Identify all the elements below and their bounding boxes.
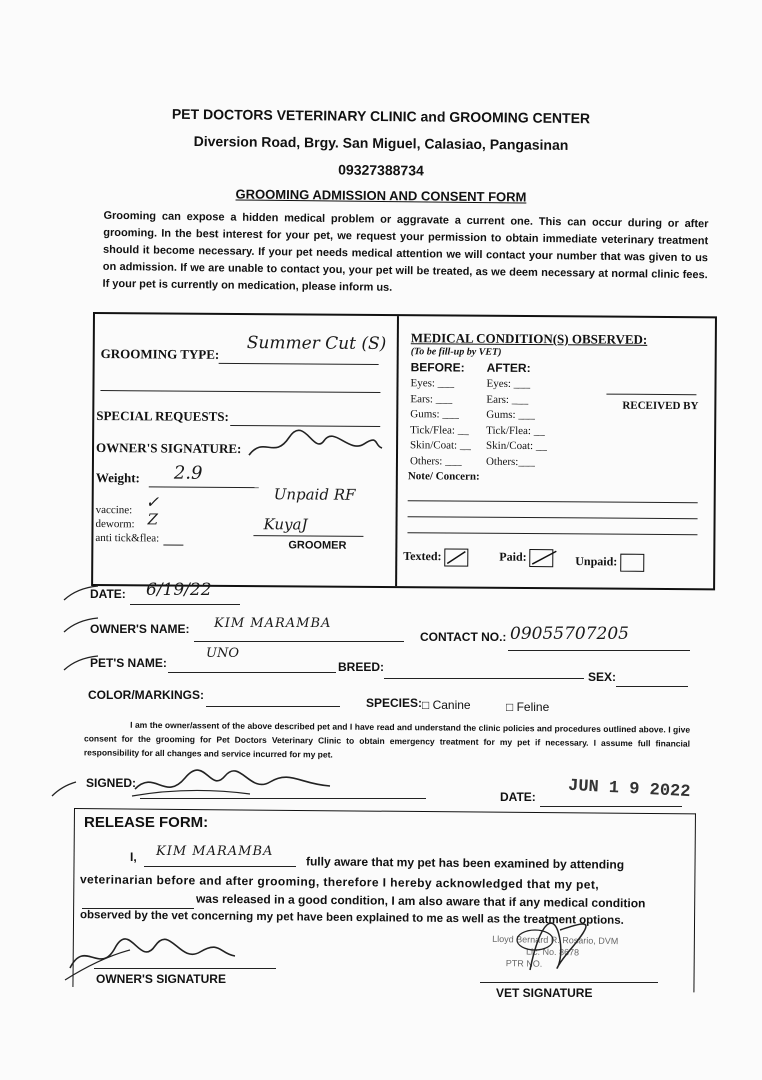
deworm-label: deworm: (95, 518, 135, 531)
vet-stamp-ptr: PTR NO. (505, 958, 543, 969)
weight-label: Weight: (95, 470, 140, 486)
release-text-1: fully aware that my pet has been examined by attending (305, 854, 625, 872)
unpaid-checkbox[interactable] (620, 554, 644, 572)
species-canine[interactable]: □ Canine (422, 698, 471, 712)
note-line-1[interactable] (408, 500, 698, 503)
before-item[interactable]: Ears: ___ (410, 392, 453, 406)
groomer-label: GROOMER (288, 539, 347, 552)
release-i-label: I, (130, 850, 137, 864)
pet-name-value[interactable]: UNO (206, 646, 239, 661)
texted-label (403, 548, 468, 566)
intro-paragraph: Grooming can expose a hidden medical problem or aggravate a current one. This can occur during or after grooming. In the best interest for your pet, we request your permission to obtain immediate veterinary treatment should it become necessary. If your pet needs medical attention we will contact your number that was given to us on admission. If we are unable to contact you, your pet will be treated, as we deem necessary at normal clinic fees. If your pet is currently on medication, please inform us. (102, 209, 709, 294)
before-item[interactable]: Gums: ___ (410, 408, 459, 421)
contact-value[interactable]: 09055707205 (510, 624, 629, 644)
note-line-2[interactable] (408, 516, 698, 519)
clinic-phone: 09327388734 (338, 161, 424, 179)
weight-line (149, 486, 259, 488)
received-by-line[interactable] (606, 394, 696, 396)
pet-name-line (168, 672, 336, 673)
signed-signature-scribble (130, 764, 340, 804)
release-text-3: was released in a good condition, I am also aware that if any medical condition (195, 891, 646, 911)
after-list (486, 377, 547, 470)
unpaid-text: Unpaid: (575, 554, 618, 569)
paid-checkbox[interactable] (530, 549, 554, 567)
medical-title: MEDICAL CONDITION(S) OBSERVED: (410, 330, 648, 347)
date-line (130, 604, 240, 605)
antitick-label: anti tick&flea: (95, 532, 160, 545)
sex-label: SEX: (588, 670, 617, 684)
after-item[interactable]: Eyes: ___ (486, 377, 531, 391)
paid-text: Paid: (499, 549, 527, 564)
received-by-label: RECEIVED BY (622, 399, 699, 413)
release-text-2: veterinarian before and after grooming, therefore I hereby acknowledged that my pet, (79, 872, 600, 892)
vaccine-label: vaccine: (95, 504, 133, 517)
antitick-line (163, 544, 183, 545)
consent-date-line (540, 806, 682, 807)
owner-signature-scribble (244, 425, 384, 466)
date-value[interactable]: 6/19/22 (146, 580, 212, 600)
paid-label (499, 549, 553, 567)
owner-name-line (194, 641, 404, 642)
before-list (410, 376, 471, 469)
form-title: GROOMING ADMISSION AND CONSENT FORM (235, 186, 527, 205)
note-label: Note/ Concern: (407, 470, 480, 483)
sex-line[interactable] (616, 686, 688, 687)
breed-label: BREED: (338, 660, 385, 674)
signed-label: SIGNED: (86, 776, 137, 790)
grooming-type-label: GROOMING TYPE: (100, 346, 220, 362)
texted-checkbox[interactable] (444, 548, 468, 566)
deworm-mark[interactable]: Z (147, 510, 159, 529)
unpaid-label (575, 553, 644, 571)
release-title: RELEASE FORM: (84, 814, 209, 831)
contact-line (508, 650, 690, 651)
consent-date-label: DATE: (500, 790, 536, 804)
grooming-type-value[interactable]: Summer Cut (S) (246, 333, 387, 355)
grooming-type-line (219, 363, 379, 365)
color-markings-line[interactable] (206, 706, 340, 707)
before-label: BEFORE: (410, 360, 465, 375)
note-line-3[interactable] (407, 532, 697, 535)
before-item[interactable]: Tick/Flea: __ (410, 423, 469, 437)
owner-name-label: OWNER'S NAME: (90, 622, 190, 636)
release-owner-sig-label: OWNER'S SIGNATURE (96, 972, 226, 986)
owner-name-value[interactable]: KIM MARAMBA (214, 616, 332, 631)
after-item[interactable]: Gums: ___ (486, 408, 535, 422)
vet-stamp-name: Lloyd Bernard R. Rosario, DVM (492, 933, 619, 947)
species-feline[interactable]: □ Feline (506, 700, 550, 714)
color-markings-label: COLOR/MARKINGS: (88, 688, 204, 702)
signed-check-mark (50, 778, 80, 798)
release-owner-line (94, 968, 276, 969)
vaccine-mark[interactable]: ✓ (145, 492, 160, 512)
vet-stamp-license: Lic. No. 8678 (525, 946, 580, 958)
pet-name-label: PET'S NAME: (90, 656, 167, 670)
consent-paragraph: I am the owner/assent of the above described pet and I have read and understand the clinic policies and procedures outlined above. I give consent for the grooming for Pet Doctors Veterinary Clinic to obtain emergency treatment for my pet if necessary. I assume full financial responsibility for all changes and service incurred for my pet. (83, 719, 691, 760)
before-item[interactable]: Eyes: ___ (410, 377, 455, 390)
weight-value[interactable]: 2.9 (173, 462, 203, 484)
special-requests-label: SPECIAL REQUESTS: (96, 408, 229, 424)
contact-label: CONTACT NO.: (420, 630, 507, 644)
release-name-value[interactable]: KIM MARAMBA (156, 844, 274, 859)
clinic-name: PET DOCTORS VETERINARY CLINIC and GROOMING CENTER (171, 105, 591, 127)
after-item[interactable]: Tick/Flea: __ (486, 424, 545, 437)
consent-date-stamp: JUN 1 9 2022 (567, 776, 691, 803)
before-item[interactable]: Others: ___ (409, 454, 462, 468)
groomer-line (253, 535, 363, 537)
breed-line[interactable] (384, 678, 584, 679)
unpaid-note: Unpaid RF (273, 485, 356, 504)
after-item[interactable]: Ears: ___ (486, 393, 529, 406)
grooming-box (91, 312, 717, 590)
clinic-address: Diversion Road, Brgy. San Miguel, Calasiao, Pangasinan (193, 133, 569, 153)
species-label: SPECIES: (366, 696, 423, 710)
after-item[interactable]: Skin/Coat: __ (486, 439, 547, 453)
date-label: DATE: (90, 587, 126, 601)
after-item[interactable]: Others:___ (485, 455, 535, 468)
vet-signature-line (480, 982, 658, 983)
release-name-line (144, 866, 296, 867)
release-text-4: observed by the vet concerning my pet have been explained to me as well as the treatment options. (79, 909, 624, 927)
box-divider (395, 316, 399, 586)
after-label: AFTER: (486, 360, 531, 376)
vet-signature-label: VET SIGNATURE (496, 986, 593, 1000)
groomer-name: KuyaJ (263, 515, 308, 534)
owner-signature-label: OWNER'S SIGNATURE: (96, 440, 242, 457)
vet-signature-scribble (500, 900, 600, 990)
grooming-extra-line (100, 390, 380, 393)
medical-subtitle: (To be fill-up by VET) (410, 346, 502, 358)
before-item[interactable]: Skin/Coat: __ (410, 439, 471, 452)
texted-text: Texted: (403, 548, 442, 564)
